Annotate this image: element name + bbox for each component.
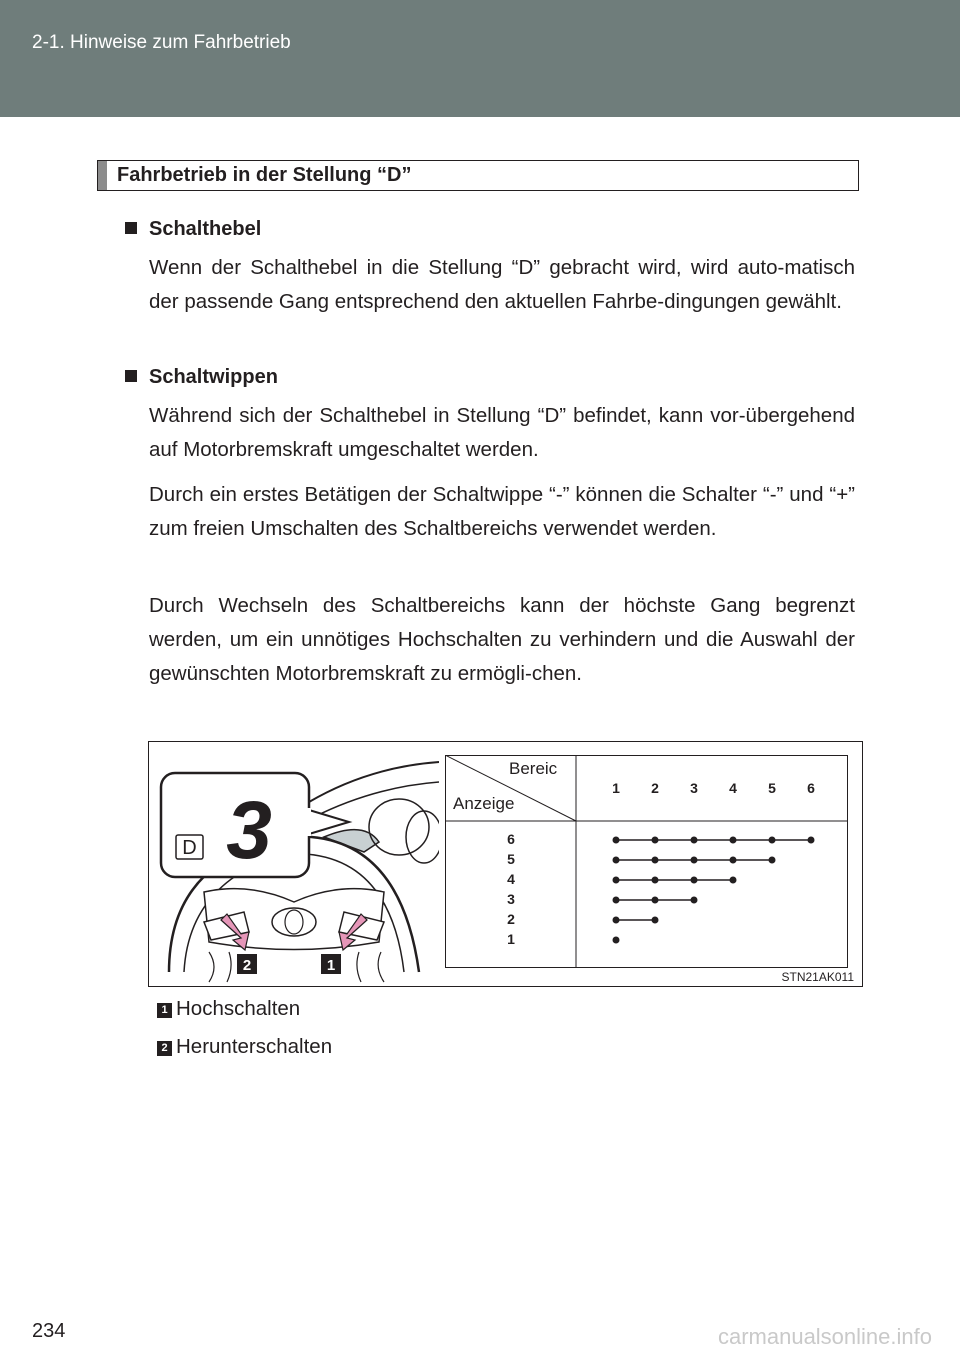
display-row-label: 6 bbox=[507, 831, 515, 847]
bullet-square-icon bbox=[125, 222, 137, 234]
shift-paddle-figure bbox=[148, 741, 863, 987]
range-dot bbox=[691, 897, 698, 904]
range-column-label: 4 bbox=[729, 780, 737, 796]
section-breadcrumb: 2-1. Hinweise zum Fahrbetrieb bbox=[32, 32, 291, 53]
section-heading-text: Fahrbetrieb in der Stellung “D” bbox=[117, 164, 412, 186]
range-column-label: 2 bbox=[651, 780, 659, 796]
range-dot bbox=[730, 857, 737, 864]
range-dot bbox=[691, 857, 698, 864]
heading-accent-bar bbox=[98, 161, 107, 190]
range-dot bbox=[652, 897, 659, 904]
legend-label: Herunterschalten bbox=[176, 1035, 333, 1058]
range-dot bbox=[613, 877, 620, 884]
paragraph: Durch ein erstes Betätigen der Schaltwippe “-” können die Schalter “-” und “+” zum freien Umschalten des Schaltbereichs verwendet werden. bbox=[149, 483, 855, 540]
range-column-label: 3 bbox=[690, 780, 698, 796]
gear-digit-display: 3 bbox=[226, 785, 272, 876]
range-dot bbox=[652, 857, 659, 864]
bullet-square-icon bbox=[125, 370, 137, 382]
range-dot bbox=[613, 837, 620, 844]
range-dot bbox=[769, 837, 776, 844]
gear-range-table bbox=[445, 755, 848, 968]
range-column-label: 1 bbox=[612, 780, 620, 796]
section-heading bbox=[97, 160, 859, 191]
range-dot bbox=[769, 857, 776, 864]
table-header-display: Anzeige bbox=[453, 794, 515, 813]
steering-wheel-illustration bbox=[149, 742, 439, 985]
subsection-title bbox=[125, 218, 261, 241]
legend-item bbox=[157, 997, 300, 1021]
paragraph: Durch Wechseln des Schaltbereichs kann der höchste Gang begrenzt werden, um ein unnötiges Hochschalten zu verhindern und die Auswahl der gewünschten Motorbremskraft zu ermögli-chen. bbox=[149, 594, 855, 685]
legend-label: Hochschalten bbox=[176, 997, 301, 1020]
paragraph: Wenn der Schalthebel in die Stellung “D” gebracht wird, wird auto-matisch der passende Gang entsprechend den aktuellen Fahrbe-dingungen gewählt. bbox=[149, 256, 855, 313]
range-dot bbox=[730, 837, 737, 844]
range-dot bbox=[652, 877, 659, 884]
display-row-label: 4 bbox=[507, 871, 515, 887]
range-dot bbox=[691, 877, 698, 884]
display-row-label: 1 bbox=[507, 931, 515, 947]
range-dot bbox=[652, 917, 659, 924]
callout-2-label: 2 bbox=[242, 957, 252, 974]
subsection-title-text: Schalthebel bbox=[149, 218, 262, 240]
range-dot bbox=[613, 917, 620, 924]
header-band bbox=[0, 0, 960, 117]
range-dot bbox=[652, 837, 659, 844]
legend-item bbox=[157, 1035, 332, 1059]
gear-mode-letter: D bbox=[182, 837, 197, 859]
range-dot bbox=[808, 837, 815, 844]
subsection-title-text: Schaltwippen bbox=[149, 366, 278, 388]
table-header-range: Bereic bbox=[509, 759, 558, 778]
range-column-label: 6 bbox=[807, 780, 815, 796]
range-dot bbox=[613, 897, 620, 904]
display-row-label: 2 bbox=[507, 911, 515, 927]
range-dot bbox=[613, 937, 620, 944]
range-dot bbox=[730, 877, 737, 884]
legend-badge: 1 bbox=[157, 1003, 172, 1018]
range-dot bbox=[691, 837, 698, 844]
figure-code: STN21AK011 bbox=[781, 970, 854, 984]
subsection-title bbox=[125, 366, 278, 389]
range-column-label: 5 bbox=[768, 780, 776, 796]
range-dot bbox=[613, 857, 620, 864]
paragraph: Während sich der Schalthebel in Stellung “D” befindet, kann vor-übergehend auf Motorbremskraft umgeschaltet werden. bbox=[149, 404, 855, 461]
callout-1-label: 1 bbox=[326, 957, 336, 974]
page-number: 234 bbox=[32, 1320, 66, 1342]
display-row-label: 5 bbox=[507, 851, 515, 867]
watermark: carmanualsonline.info bbox=[717, 1324, 932, 1349]
display-row-label: 3 bbox=[507, 891, 515, 907]
legend-badge: 2 bbox=[157, 1041, 172, 1056]
